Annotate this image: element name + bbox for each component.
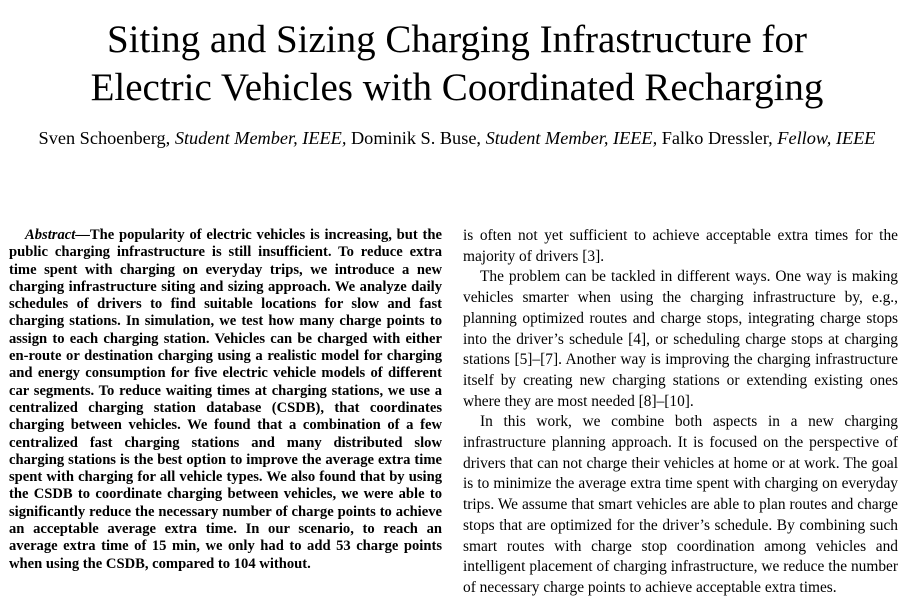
abstract-column (9, 227, 442, 573)
body-paragraph: In this work, we combine both aspects in a new charging infrastructure planning approach. It is focused on the perspective of drivers that can not charge their vehicles at home or at work. The goal is to minimize the average extra time spent with charging on everyday trips. We assume that smart vehicles are able to plan routes and charge stops that are optimized for the driver’s schedule. By combining such smart routes with charge stop coordination among vehicles and intelligent placement of charging infrastructure, we reduce the number of necessary charge points to achieve acceptable extra times. (463, 413, 898, 596)
author-name: Dominik S. Buse, (350, 128, 481, 148)
author-name: Falko Dressler, (661, 128, 773, 148)
author-role: Student Member, IEEE, (174, 128, 347, 148)
author-list (0, 127, 914, 149)
body-paragraph: is often not yet sufficient to achieve acceptable extra times for the majority of drivers [3]. (463, 227, 898, 265)
abstract (9, 227, 442, 573)
author-role: Fellow, IEEE (777, 128, 876, 148)
author-name: Sven Schoenberg, (38, 128, 171, 148)
title-line-2: Electric Vehicles with Coordinated Recharging (90, 66, 824, 109)
abstract-label: Abstract (25, 227, 76, 243)
body-paragraph: The problem can be tackled in different ways. One way is making vehicles smarter when using the charging infrastructure by, e.g., planning optimized routes and charge stops, integrating charge stops into the driver’s schedule [4], or scheduling charge stops at charging stations [5]–[7]. Another way is improving the charging infrastructure itself by creating new charging stations or extending existing ones where they are most needed [8]–[10]. (463, 268, 898, 410)
author-role: Student Member, IEEE, (485, 128, 658, 148)
body-column (463, 226, 898, 599)
paper-title (0, 16, 914, 112)
title-line-1: Siting and Sizing Charging Infrastructure for (106, 18, 808, 61)
abstract-text: —The popularity of electric vehicles is increasing, but the public charging infrastructure is still insufficient. To reduce extra time spent with charging on everyday trips, we introduce a new charging infrastructure siting and sizing approach. We analyze daily schedules of drivers to find suitable locations for slow and fast charging stations. In simulation, we test how many charge points to assign to each charging station. Vehicles can be charged with either en-route or destination charging using a realistic model for charging and energy consumption for five electric vehicle models of different car segments. To reduce waiting times at charging stations, we use a centralized charging station database (CSDB), that coordinates charging between vehicles. We found that a combination of a few centralized fast charging stations and many distributed slow charging stations is the best option to improve the average extra time spent with charging for all vehicle types. We also found that by using the CSDB to coordinate charging between vehicles, we were able to significantly reduce the necessary number of charge points to achieve an acceptable average extra time. In our scenario, to reach an average extra time of 15 min, we only had to add 53 charge points when using the CSDB, compared to 104 without. (9, 227, 442, 572)
